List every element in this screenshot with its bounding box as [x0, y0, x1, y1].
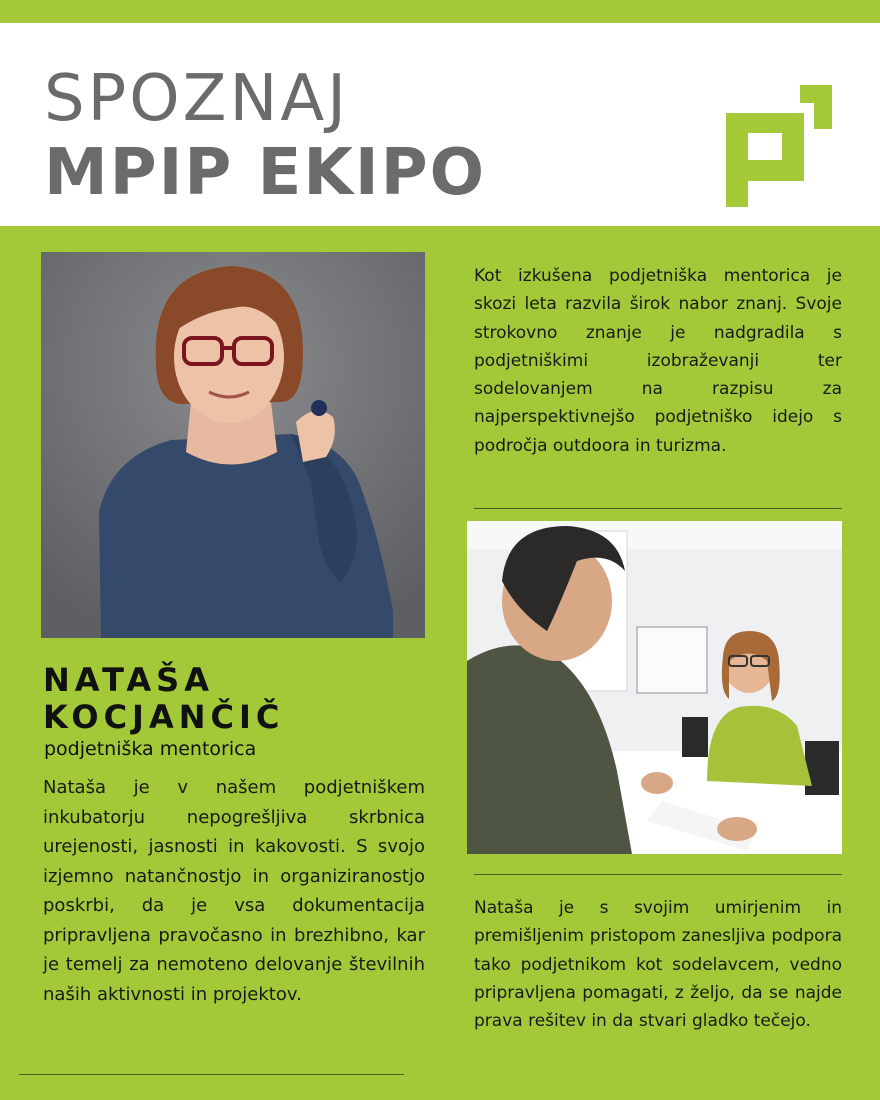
- mpip-logo-icon: [722, 83, 834, 209]
- divider-middle: [474, 874, 842, 875]
- header: [0, 23, 880, 226]
- divider-top: [474, 508, 842, 509]
- intro-paragraph: Kot izkušena podjetniška mentorica je skozi leta razvila širok nabor znanj. Svoje strokovno znanje je nadgradila s podjetniškimi izobraževanji ter sodelovanjem na razpisu za najperspektivnejšo podjetniško idejo s področja outdoora in turizma.: [474, 266, 842, 456]
- meeting-photo: [467, 521, 842, 854]
- closing-paragraph: Nataša je s svojim umirjenim in premišljenim pristopom zanesljiva podpora tako podjetnikom kot sodelavcem, vedno pripravljena pomagati, z željo, da se najde prava rešitev in da stvari gladko tečejo.: [474, 898, 842, 1032]
- divider-bottom: [19, 1074, 404, 1075]
- description-paragraph: Nataša je v našem podjetniškem inkubatorju nepogrešljiva skrbnica urejenosti, jasnosti in kakovosti. S svojo izjemno natančnostjo in organiziranostjo poskrbi, da je vsa dokumentacija pripravljena pravočasno in brezhibno, kar je temelj za nemoteno delovanje številnih naših aktivnosti in projektov.: [43, 777, 425, 1005]
- person-first-name: NATAŠA: [43, 661, 214, 699]
- person-last-name: KOCJANČIČ: [43, 698, 285, 736]
- title-line-1: SPOZNAJ: [44, 62, 349, 136]
- person-role: podjetniška mentorica: [44, 738, 257, 760]
- portrait-photo: [41, 252, 425, 638]
- person-name: [43, 662, 284, 736]
- title-line-2: MPIP EKIPO: [44, 136, 487, 210]
- top-accent-band: [0, 0, 880, 23]
